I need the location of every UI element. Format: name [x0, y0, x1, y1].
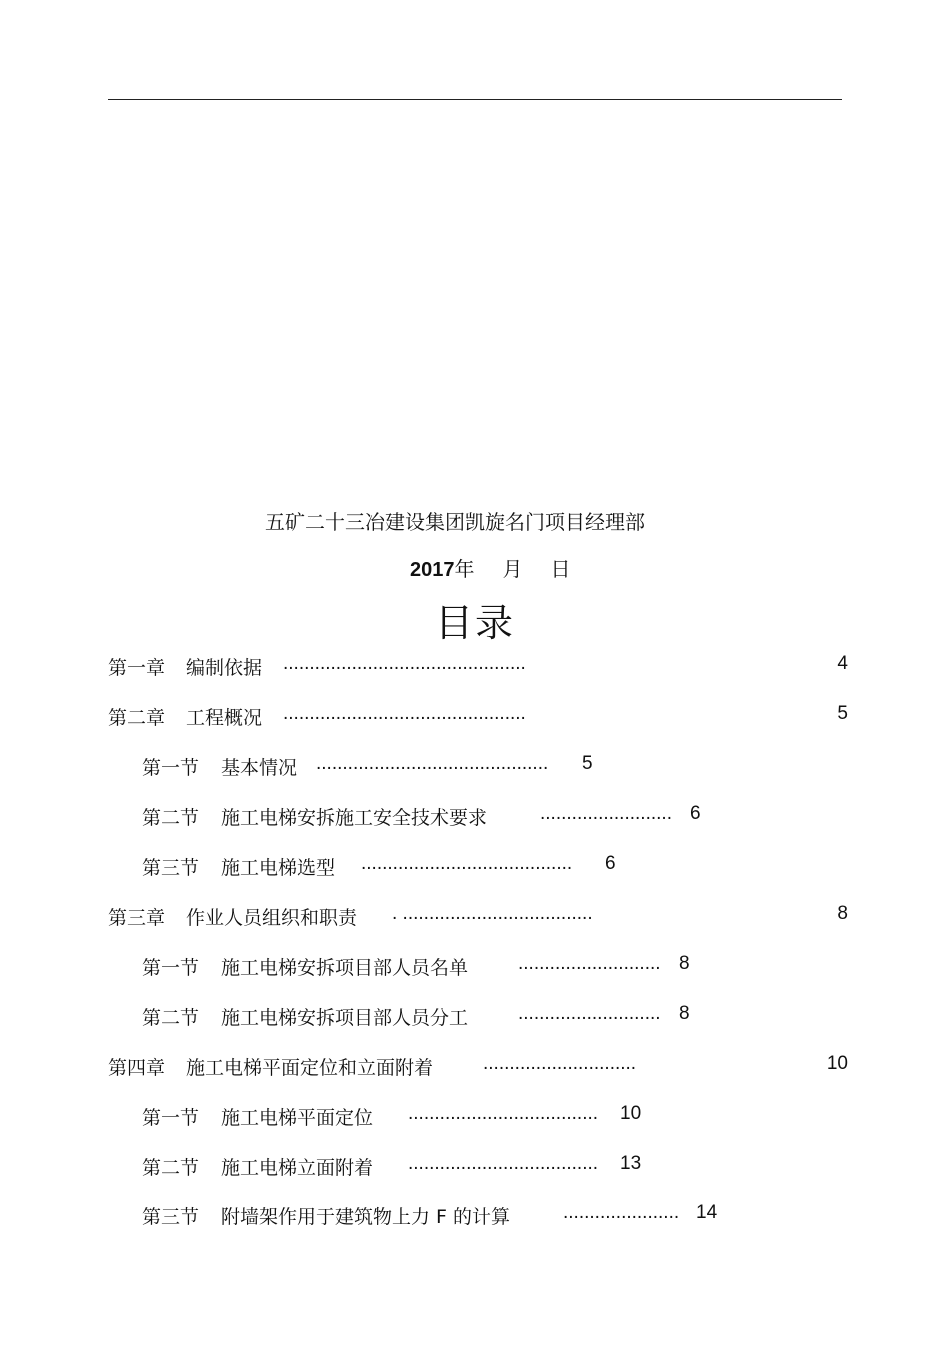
toc-entry-page: 10: [826, 1053, 848, 1074]
toc-entry-leader: ....................................: [408, 1103, 599, 1124]
toc-entry[interactable]: [108, 703, 868, 729]
toc-entry-title: 附墙架作用于建筑物上力 F 的计算: [221, 1206, 511, 1228]
toc-entry-page: 10: [620, 1103, 642, 1124]
toc-entry-page: 6: [690, 803, 701, 824]
toc-entry-page: 5: [582, 753, 593, 774]
toc-entry[interactable]: [142, 1003, 842, 1029]
toc-entry[interactable]: [142, 1153, 842, 1179]
toc-entry-title: 施工电梯平面定位和立面附着: [186, 1057, 434, 1079]
toc-entry[interactable]: [142, 853, 842, 879]
toc-entry-leader: ......................: [563, 1202, 680, 1223]
toc-entry[interactable]: [142, 1202, 842, 1228]
toc-entry[interactable]: [142, 1103, 842, 1129]
toc-entry-title: 编制依据: [186, 657, 263, 679]
toc-entry-leader: ........................................: [361, 853, 573, 874]
toc-entry-title: 施工电梯安拆项目部人员名单: [221, 957, 469, 979]
toc-entry-label: 第一节: [142, 757, 200, 779]
toc-entry-title: 作业人员组织和职责: [186, 907, 358, 929]
document-date: [410, 553, 571, 582]
date-year-char: 年: [454, 557, 475, 581]
toc-entry-label: 第三节: [142, 1206, 200, 1228]
toc-entry-title: 施工电梯平面定位: [221, 1107, 374, 1129]
toc-entry-leader: .............................: [483, 1053, 637, 1074]
toc-entry-title: 施工电梯安拆项目部人员分工: [221, 1007, 469, 1029]
toc-entry[interactable]: [142, 953, 842, 979]
toc-entry-page: 5: [837, 703, 848, 724]
toc-entry-leader: ..............................................: [283, 703, 526, 724]
header-rule: [108, 99, 842, 100]
toc-entry-label: 第一章: [108, 657, 166, 679]
toc-entry-leader: ...........................: [518, 1003, 661, 1024]
toc-entry-page: 8: [679, 1003, 690, 1024]
toc-entry-title: 施工电梯立面附着: [221, 1157, 374, 1179]
toc-entry-leader: .........................: [540, 803, 672, 824]
toc-entry-label: 第三节: [142, 857, 200, 879]
toc-entry-label: 第二节: [142, 1007, 200, 1029]
toc-entry-title: 基本情况: [221, 757, 298, 779]
toc-entry-page: 4: [837, 653, 848, 674]
organization-name: 五矿二十三冶建设集团凯旋名门项目经理部: [265, 510, 645, 534]
toc-entry-label: 第三章: [108, 907, 166, 929]
toc-entry[interactable]: [108, 903, 868, 929]
toc-entry-label: 第二章: [108, 707, 166, 729]
toc-entry-label: 第四章: [108, 1057, 166, 1079]
toc-entry-page: 6: [605, 853, 616, 874]
toc-entry[interactable]: [108, 653, 868, 679]
toc-entry[interactable]: [142, 803, 842, 829]
toc-entry-leader: ....................................: [408, 1153, 599, 1174]
toc-entry-leader: ..............................................: [283, 653, 526, 674]
toc-entry-label: 第一节: [142, 957, 200, 979]
date-day-char: 日: [550, 557, 571, 581]
date-month-char: 月: [502, 557, 523, 581]
toc-title: 目录: [434, 601, 515, 645]
toc-entry-label: 第一节: [142, 1107, 200, 1129]
toc-entry[interactable]: [108, 1053, 868, 1079]
toc-entry-leader: ............................................: [316, 753, 549, 774]
toc-entry-page: 13: [620, 1153, 642, 1174]
toc-entry-title: 施工电梯选型: [221, 857, 336, 879]
toc-entry-label: 第二节: [142, 807, 200, 829]
toc-entry[interactable]: [142, 753, 842, 779]
toc-entry-page: 8: [837, 903, 848, 924]
toc-entry-title: 工程概况: [186, 707, 263, 729]
date-year: 2017: [410, 559, 455, 581]
toc-entry-leader: . ....................................: [392, 903, 593, 924]
toc-entry-leader: ...........................: [518, 953, 661, 974]
toc-entry-title: 施工电梯安拆施工安全技术要求: [221, 807, 488, 829]
toc-entry-page: 14: [696, 1202, 718, 1223]
toc-entry-page: 8: [679, 953, 690, 974]
toc-entry-label: 第二节: [142, 1157, 200, 1179]
